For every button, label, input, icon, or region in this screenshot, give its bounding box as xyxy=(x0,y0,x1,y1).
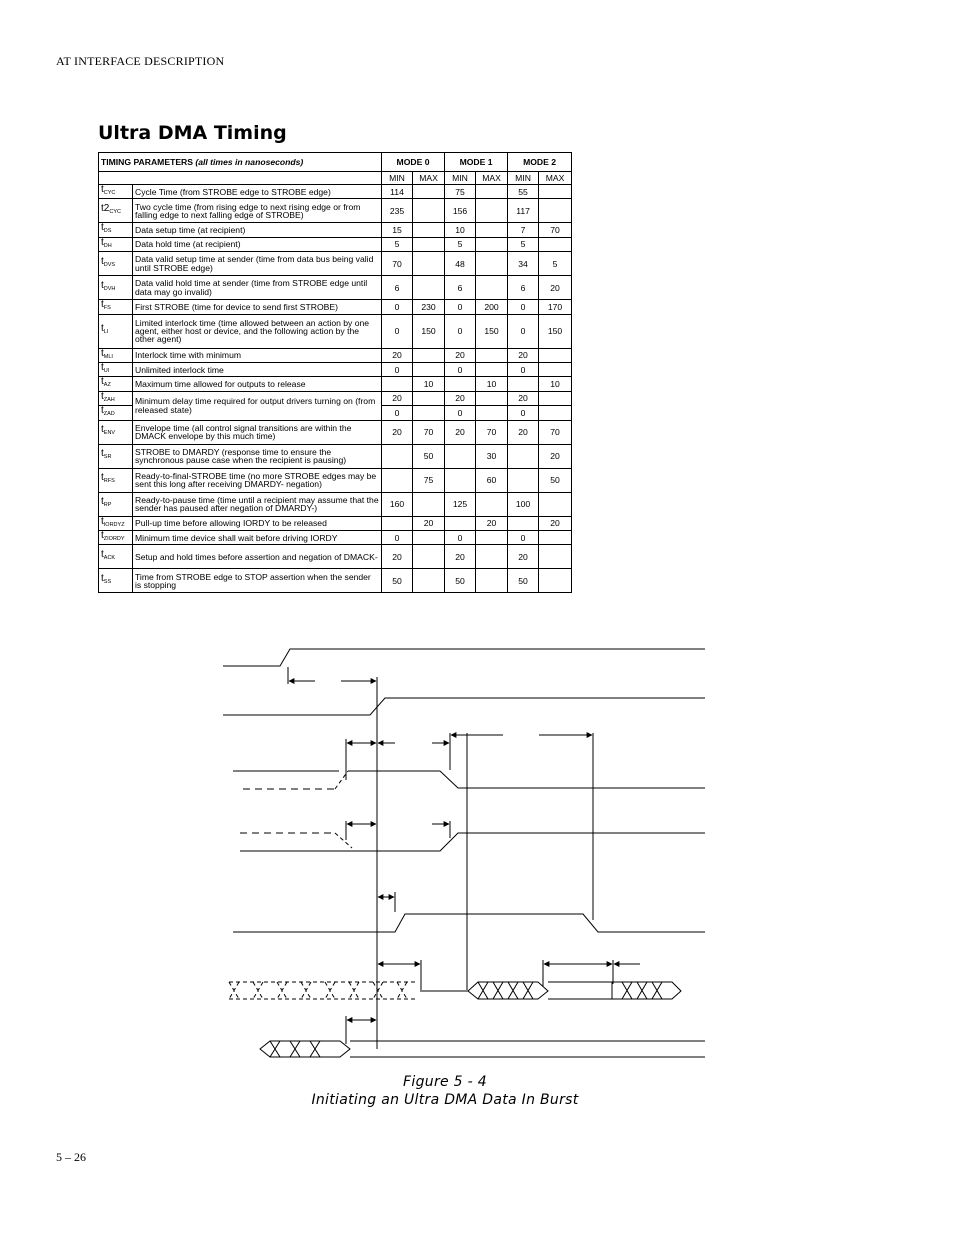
param-value: 5 xyxy=(539,252,572,276)
param-value: 75 xyxy=(445,185,476,199)
param-value: 170 xyxy=(539,300,572,314)
param-symbol: $t_{ACK}$ xyxy=(99,545,133,569)
min-label: MIN xyxy=(508,172,539,185)
param-value: 20 xyxy=(539,516,572,530)
param-description: Pull-up time before allowing IORDY to be released xyxy=(133,516,382,530)
param-value: 0 xyxy=(445,314,476,348)
param-symbol: $t2_{CYC}$ xyxy=(99,199,133,223)
param-value: 20 xyxy=(445,348,476,362)
param-description: Ready-to-pause time (time until a recipient may assume that the sender has paused after negation of DMARDY-) xyxy=(133,492,382,516)
param-value: 20 xyxy=(508,391,539,405)
running-header: AT INTERFACE DESCRIPTION xyxy=(56,54,225,68)
param-value: 0 xyxy=(445,363,476,377)
param-value: 50 xyxy=(413,444,445,468)
param-value: 20 xyxy=(382,420,413,444)
param-header-note: (all times in nanoseconds) xyxy=(195,156,304,167)
param-value: 150 xyxy=(413,314,445,348)
max-label: MAX xyxy=(413,172,445,185)
param-value: 10 xyxy=(445,223,476,237)
param-symbol: $t_{AZ}$ xyxy=(99,377,133,391)
param-value: 20 xyxy=(508,545,539,569)
param-value: 20 xyxy=(445,420,476,444)
param-value: 50 xyxy=(508,569,539,593)
param-header-label: TIMING PARAMETERS xyxy=(101,156,193,167)
param-value: 0 xyxy=(445,300,476,314)
mode1-header: MODE 1 xyxy=(445,153,508,172)
param-value: 20 xyxy=(382,391,413,405)
param-symbol: $t_{RFS}$ xyxy=(99,468,133,492)
data-bus xyxy=(229,982,416,999)
param-value: 70 xyxy=(382,252,413,276)
param-symbol: $t_{ZAH}$ xyxy=(99,391,133,405)
param-value: 70 xyxy=(476,420,508,444)
param-symbol: $t_{DVS}$ xyxy=(99,252,133,276)
param-symbol: $t_{ZIORDY}$ xyxy=(99,531,133,545)
param-value: 10 xyxy=(476,377,508,391)
param-value: 55 xyxy=(508,185,539,199)
param-symbol: $t_{DS}$ xyxy=(99,223,133,237)
param-description: Data setup time (at recipient) xyxy=(133,223,382,237)
param-value: 160 xyxy=(382,492,413,516)
param-value: 5 xyxy=(382,237,413,251)
param-value: 0 xyxy=(508,531,539,545)
param-symbol: $t_{MLI}$ xyxy=(99,348,133,362)
data-bus xyxy=(622,982,662,999)
param-value: 6 xyxy=(445,276,476,300)
data-bus xyxy=(612,982,681,999)
param-description: Minimum delay time required for output drivers turning on (from released state) xyxy=(133,391,382,420)
param-symbol: $t_{SS}$ xyxy=(99,569,133,593)
param-value: 0 xyxy=(382,363,413,377)
min-label: MIN xyxy=(382,172,413,185)
param-description: Maximum time allowed for outputs to release xyxy=(133,377,382,391)
param-value: 200 xyxy=(476,300,508,314)
param-description: Interlock time with minimum xyxy=(133,348,382,362)
param-description: Two cycle time (from rising edge to next rising edge or from falling edge to next falling edge of STROBE) xyxy=(133,199,382,223)
param-value: 20 xyxy=(413,516,445,530)
param-symbol: $t_{LI}$ xyxy=(99,314,133,348)
param-value: 20 xyxy=(445,391,476,405)
param-description: Ready-to-final-STROBE time (no more STROBE edges may be sent this long after receiving DMARDY- negation) xyxy=(133,468,382,492)
param-symbol: $t_{DVH}$ xyxy=(99,276,133,300)
param-description: Data valid setup time at sender (time from data bus being valid until STROBE edge) xyxy=(133,252,382,276)
max-label: MAX xyxy=(539,172,572,185)
param-value: 50 xyxy=(445,569,476,593)
param-value: 20 xyxy=(508,420,539,444)
section-title: Ultra DMA Timing xyxy=(98,122,287,144)
param-value: 50 xyxy=(382,569,413,593)
param-symbol: $t_{ZAD}$ xyxy=(99,406,133,420)
param-value: 20 xyxy=(382,348,413,362)
param-description: Limited interlock time (time allowed between an action by one agent, either host or device, and the following action by the other agent) xyxy=(133,314,382,348)
page-number: 5 – 26 xyxy=(56,1150,86,1164)
figure-caption-title: Initiating an Ultra DMA Data In Burst xyxy=(311,1092,579,1108)
param-symbol: $t_{DH}$ xyxy=(99,237,133,251)
param-value: 0 xyxy=(508,300,539,314)
signal-waveform xyxy=(223,698,705,715)
param-value: 15 xyxy=(382,223,413,237)
param-symbol: $t_{IORDYZ}$ xyxy=(99,516,133,530)
param-symbol: $t_{RP}$ xyxy=(99,492,133,516)
param-value: 0 xyxy=(508,314,539,348)
param-description: Cycle Time (from STROBE edge to STROBE edge) xyxy=(133,185,382,199)
param-value: 230 xyxy=(413,300,445,314)
param-symbol: $t_{SR}$ xyxy=(99,444,133,468)
param-value: 70 xyxy=(539,420,572,444)
param-description: Unlimited interlock time xyxy=(133,363,382,377)
min-label: MIN xyxy=(445,172,476,185)
param-value: 125 xyxy=(445,492,476,516)
param-description: Minimum time device shall wait before driving IORDY xyxy=(133,531,382,545)
param-value: 0 xyxy=(382,406,413,420)
param-value: 6 xyxy=(508,276,539,300)
param-value: 10 xyxy=(539,377,572,391)
param-value: 0 xyxy=(382,531,413,545)
param-value: 5 xyxy=(445,237,476,251)
param-description: Setup and hold times before assertion and negation of DMACK- xyxy=(133,545,382,569)
data-bus xyxy=(478,982,533,999)
max-label: MAX xyxy=(476,172,508,185)
param-value: 0 xyxy=(382,314,413,348)
param-value: 60 xyxy=(476,468,508,492)
param-value: 30 xyxy=(476,444,508,468)
param-value: 156 xyxy=(445,199,476,223)
param-description: First STROBE (time for device to send first STROBE) xyxy=(133,300,382,314)
figure-caption-number: Figure 5 - 4 xyxy=(403,1074,487,1090)
param-symbol: $t_{ENV}$ xyxy=(99,420,133,444)
param-symbol: $t_{CYC}$ xyxy=(99,185,133,199)
param-value: 0 xyxy=(445,531,476,545)
param-value: 20 xyxy=(508,348,539,362)
param-value: 0 xyxy=(445,406,476,420)
mode2-header: MODE 2 xyxy=(508,153,572,172)
param-value: 70 xyxy=(413,420,445,444)
param-value: 20 xyxy=(476,516,508,530)
param-value: 70 xyxy=(539,223,572,237)
param-value: 100 xyxy=(508,492,539,516)
param-description: STROBE to DMARDY (response time to ensure the synchronous pause case when the recipient is pausing) xyxy=(133,444,382,468)
param-value: 48 xyxy=(445,252,476,276)
param-value: 20 xyxy=(539,444,572,468)
data-bus xyxy=(270,1041,320,1057)
signal-waveform xyxy=(223,649,705,666)
param-value: 117 xyxy=(508,199,539,223)
param-description: Time from STROBE edge to STOP assertion when the sender is stopping xyxy=(133,569,382,593)
signal-waveform xyxy=(348,771,705,788)
param-value: 10 xyxy=(413,377,445,391)
param-symbol: $t_{UI}$ xyxy=(99,363,133,377)
param-symbol: $t_{FS}$ xyxy=(99,300,133,314)
param-value: 0 xyxy=(382,300,413,314)
param-value: 20 xyxy=(445,545,476,569)
param-value: 34 xyxy=(508,252,539,276)
mode0-header: MODE 0 xyxy=(382,153,445,172)
signal-waveform xyxy=(233,914,705,932)
param-value: 235 xyxy=(382,199,413,223)
param-value: 75 xyxy=(413,468,445,492)
param-value: 50 xyxy=(539,468,572,492)
param-description: Envelope time (all control signal transitions are within the DMACK envelope by this much time) xyxy=(133,420,382,444)
param-description: Data hold time (at recipient) xyxy=(133,237,382,251)
param-value: 7 xyxy=(508,223,539,237)
param-value: 150 xyxy=(539,314,572,348)
signal-waveform xyxy=(335,833,352,848)
param-value: 114 xyxy=(382,185,413,199)
param-value: 20 xyxy=(382,545,413,569)
param-value: 6 xyxy=(382,276,413,300)
param-value: 0 xyxy=(508,363,539,377)
param-value: 0 xyxy=(508,406,539,420)
param-value: 20 xyxy=(539,276,572,300)
param-value: 150 xyxy=(476,314,508,348)
signal-waveform xyxy=(240,833,705,851)
data-bus xyxy=(260,1041,350,1057)
param-description: Data valid hold time at sender (time from STROBE edge until data may go invalid) xyxy=(133,276,382,300)
param-value: 5 xyxy=(508,237,539,251)
